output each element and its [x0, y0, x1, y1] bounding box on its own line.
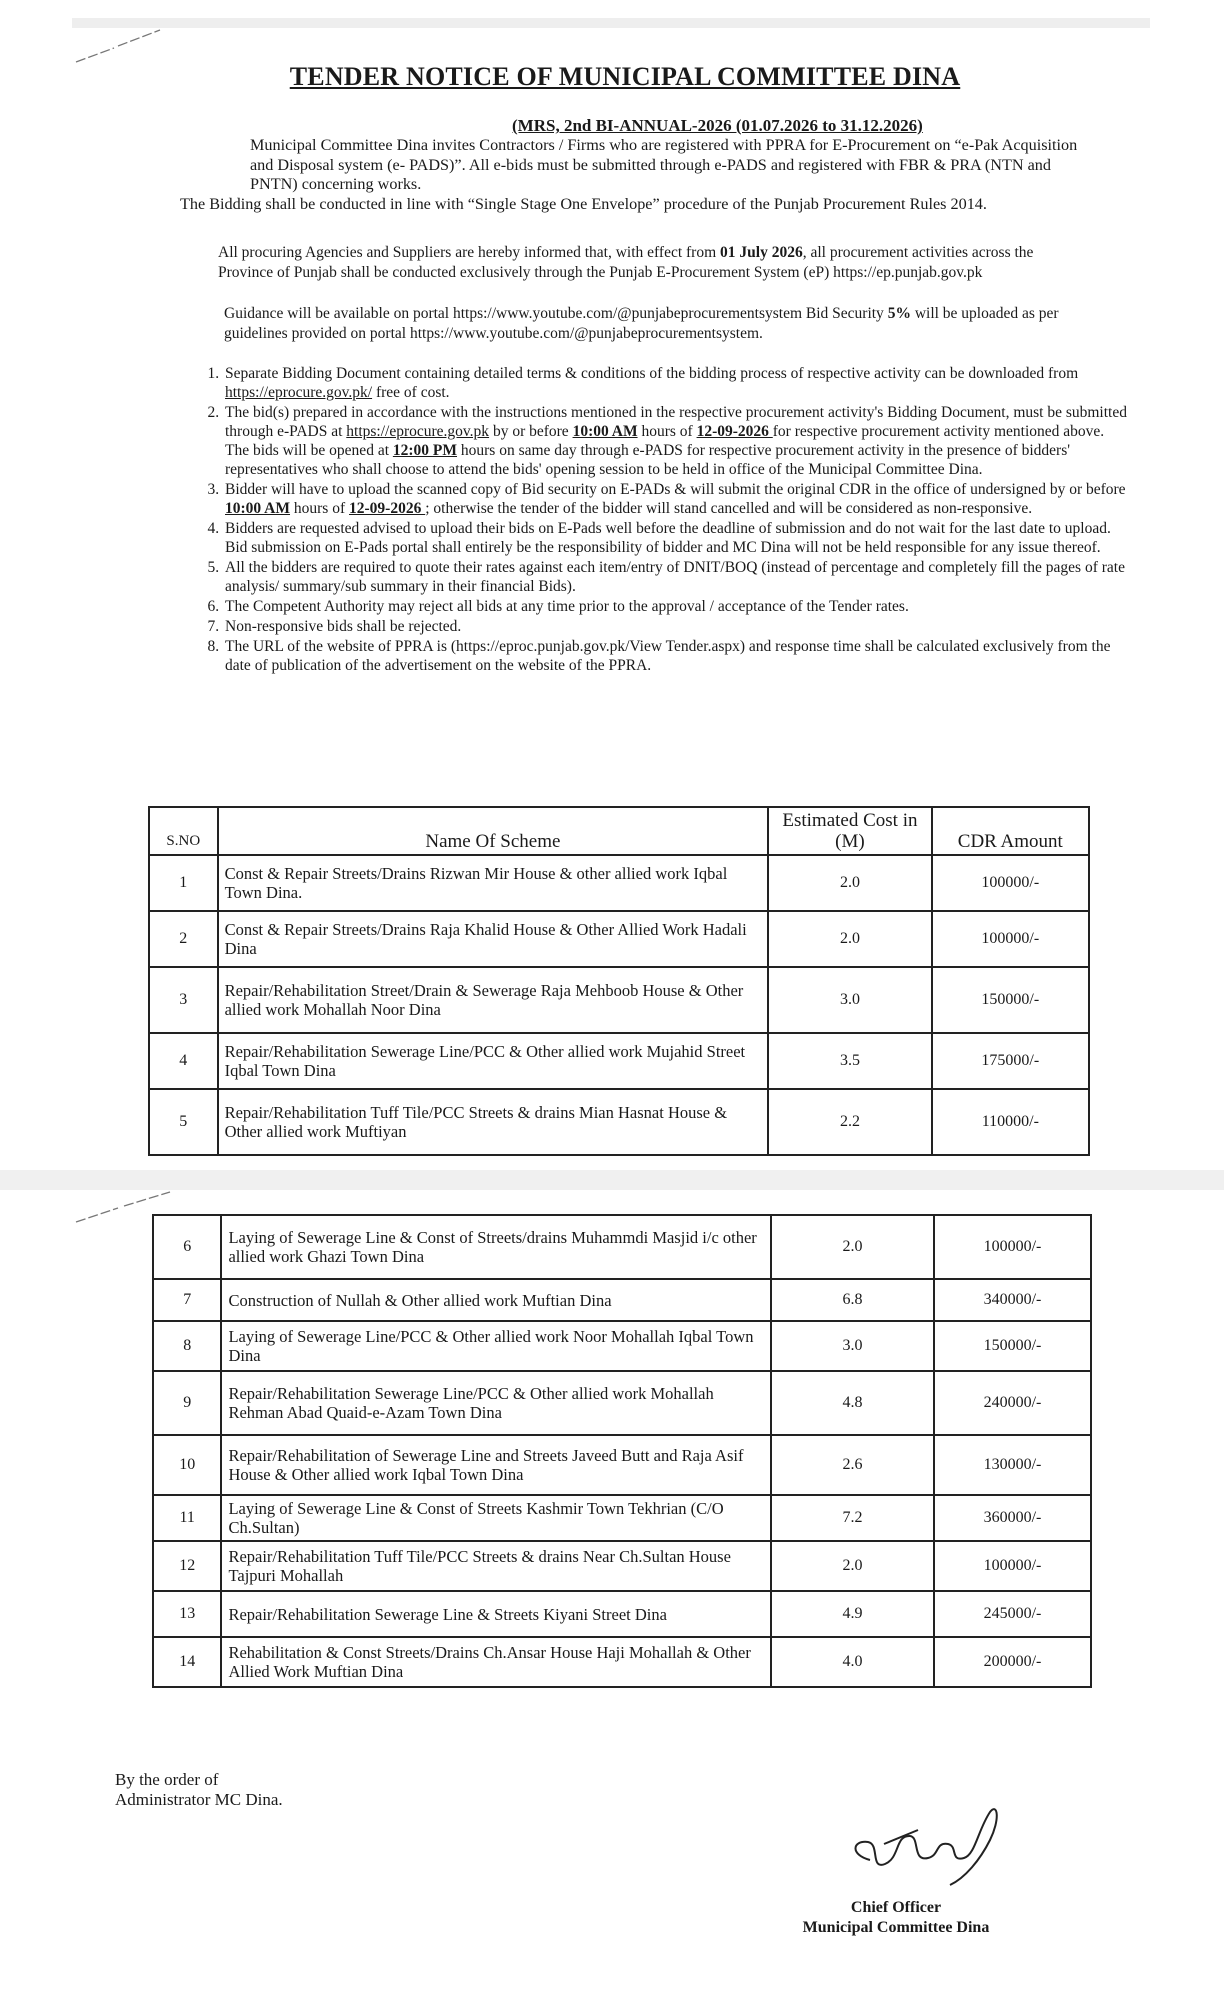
- row-sno: 5: [149, 1089, 218, 1155]
- row-scheme-name: Laying of Sewerage Line & Const of Streets Kashmir Town Tekhrian (C/O Ch.Sultan): [221, 1495, 771, 1541]
- table-row: [149, 911, 1089, 967]
- row-scheme-name: Laying of Sewerage Line/PCC & Other allied work Noor Mohallah Iqbal Town Dina: [221, 1321, 771, 1371]
- row-sno: 10: [153, 1435, 221, 1495]
- row-cost: 2.0: [768, 911, 931, 967]
- row-cdr: 100000/-: [932, 911, 1089, 967]
- row-cdr: 340000/-: [934, 1279, 1091, 1321]
- row-sno: 7: [153, 1279, 221, 1321]
- condition-item-7: 7. Non-responsive bids shall be rejected.: [223, 617, 1128, 636]
- condition-item-4: 4. Bidders are requested advised to upload their bids on E-Pads well before the deadline of submission and do not wait for the last date to upload. Bid submission on E-Pads portal shall entirely be the responsibility of bidder and MC Dina will not be held responsible for any issue thereof.: [223, 519, 1128, 557]
- table-row: [149, 855, 1089, 911]
- condition-item-2: 2. The bid(s) prepared in accordance with the instructions mentioned in the respective procurement activity's Bidding Document, must be submitted through e-PADS at https://eprocure.gov.pk by or before 10:00 AM hours of 12-09-2026 for respective procurement activity mentioned above. The bids will be opened at 12:00 PM hours on same day through e-PADS for respective procurement activity in the presence of bidders' representatives who shall choose to attend the bids' opening session to be held in office of the Municipal Committee Dina.: [223, 403, 1128, 479]
- table-header-row: [149, 807, 1089, 855]
- row-cdr: 100000/-: [932, 855, 1089, 911]
- row-sno: 14: [153, 1637, 221, 1687]
- row-cost: 2.6: [771, 1435, 934, 1495]
- notice-date: 01 July 2026: [720, 244, 803, 261]
- row-cdr: 360000/-: [934, 1495, 1091, 1541]
- table-row: [149, 967, 1089, 1033]
- intro-line-2: The Bidding shall be conducted in line with “Single Stage One Envelope” procedure of the Punjab Procurement Rules 2014.: [180, 194, 987, 213]
- header-cdr: CDR Amount: [932, 807, 1089, 855]
- eprocure-link-2[interactable]: https://eprocure.gov.pk: [346, 423, 490, 440]
- row-scheme-name: Repair/Rehabilitation Street/Drain & Sewerage Raja Mehboob House & Other allied work Mohallah Noor Dina: [218, 967, 769, 1033]
- table-row: [153, 1637, 1091, 1687]
- row-cost: 2.2: [768, 1089, 931, 1155]
- row-cost: 4.0: [771, 1637, 934, 1687]
- conditions-list: [180, 364, 1128, 676]
- header-cost: Estimated Cost in (M): [768, 807, 931, 855]
- condition-item-8: 8. The URL of the website of PPRA is (https://eproc.punjab.gov.pk/View Tender.aspx) and response time shall be calculated exclusively from the date of publication of the advertisement on the website of the PPRA.: [223, 637, 1128, 675]
- page-break: [0, 1170, 1224, 1190]
- table-row: [153, 1495, 1091, 1541]
- row-cost: 3.5: [768, 1033, 931, 1089]
- table-row: [149, 1089, 1089, 1155]
- row-sno: 12: [153, 1541, 221, 1591]
- table-row: [153, 1591, 1091, 1637]
- notice-text-a: All procuring Agencies and Suppliers are hereby informed that, with effect from: [218, 244, 721, 261]
- row-sno: 4: [149, 1033, 218, 1089]
- row-scheme-name: Repair/Rehabilitation Sewerage Line/PCC & Other allied work Mohallah Rehman Abad Quaid-e-Azam Town Dina: [221, 1371, 771, 1435]
- eprocure-link[interactable]: https://eprocure.gov.pk/: [225, 384, 373, 401]
- row-sno: 6: [153, 1215, 221, 1279]
- row-cdr: 150000/-: [934, 1321, 1091, 1371]
- table-row: [153, 1435, 1091, 1495]
- order-block: [115, 1770, 283, 1810]
- row-sno: 1: [149, 855, 218, 911]
- row-scheme-name: Repair/Rehabilitation Sewerage Line & Streets Kiyani Street Dina: [221, 1591, 771, 1637]
- row-cdr: 240000/-: [934, 1371, 1091, 1435]
- row-cost: 2.0: [771, 1541, 934, 1591]
- order-line-2: Administrator MC Dina.: [115, 1790, 283, 1809]
- row-sno: 9: [153, 1371, 221, 1435]
- condition-item-6: 6. The Competent Authority may reject all bids at any time prior to the approval / acceptance of the Tender rates.: [223, 597, 1128, 616]
- row-cost: 2.0: [768, 855, 931, 911]
- table-row: [153, 1215, 1091, 1279]
- row-cost: 4.8: [771, 1371, 934, 1435]
- guidance-paragraph: [180, 304, 1080, 343]
- condition-item-1: 1. Separate Bidding Document containing detailed terms & conditions of the bidding process of respective activity can be downloaded from https://eprocure.gov.pk/ free of cost.: [223, 364, 1128, 402]
- row-sno: 13: [153, 1591, 221, 1637]
- table-row: [153, 1371, 1091, 1435]
- row-scheme-name: Repair/Rehabilitation Tuff Tile/PCC Streets & drains Near Ch.Sultan House Tajpuri Mohallah: [221, 1541, 771, 1591]
- row-cdr: 130000/-: [934, 1435, 1091, 1495]
- row-cost: 6.8: [771, 1279, 934, 1321]
- row-scheme-name: Laying of Sewerage Line & Const of Streets/drains Muhammdi Masjid i/c other allied work Ghazi Town Dina: [221, 1215, 771, 1279]
- row-cdr: 200000/-: [934, 1637, 1091, 1687]
- order-line-1: By the order of: [115, 1770, 219, 1789]
- row-sno: 3: [149, 967, 218, 1033]
- row-scheme-name: Construction of Nullah & Other allied work Muftian Dina: [221, 1279, 771, 1321]
- guidance-text-b: will be uploaded as per guidelines provided on portal https://www.youtube.com/@punjabeprocurementsystem.: [224, 305, 1059, 342]
- guidance-text-a: Guidance will be available on portal https://www.youtube.com/@punjabeprocurementsystem Bid Security: [224, 305, 888, 322]
- row-cdr: 110000/-: [932, 1089, 1089, 1155]
- row-sno: 11: [153, 1495, 221, 1541]
- row-cost: 3.0: [768, 967, 931, 1033]
- row-scheme-name: Rehabilitation & Const Streets/Drains Ch.Ansar House Haji Mohallah & Other Allied Work Muftian Dina: [221, 1637, 771, 1687]
- row-cdr: 100000/-: [934, 1541, 1091, 1591]
- condition-item-5: 5. All the bidders are required to quote their rates against each item/entry of DNIT/BOQ (instead of percentage and completely fill the pages of rate analysis/ summary/sub summary in their financial Bids).: [223, 558, 1128, 596]
- condition-item-3: 3. Bidder will have to upload the scanned copy of Bid security on E-PADs & will submit the original CDR in the office of undersigned by or before 10:00 AM hours of 12-09-2026 ; otherwise the tender of the bidder will stand cancelled and will be considered as non-responsive.: [223, 480, 1128, 518]
- row-scheme-name: Repair/Rehabilitation Sewerage Line/PCC & Other allied work Mujahid Street Iqbal Town Dina: [218, 1033, 769, 1089]
- notice-subtitle: (MRS, 2nd BI-ANNUAL-2026 (01.07.2026 to 31.12.2026): [512, 116, 923, 135]
- table-row: [153, 1321, 1091, 1371]
- signature-image: [840, 1800, 1010, 1895]
- schemes-table-part2: [152, 1214, 1092, 1688]
- header-name: Name Of Scheme: [218, 807, 769, 855]
- row-cdr: 100000/-: [934, 1215, 1091, 1279]
- pen-mark: [74, 26, 164, 66]
- row-cost: 3.0: [771, 1321, 934, 1371]
- row-cdr: 150000/-: [932, 967, 1089, 1033]
- table-row: [149, 1033, 1089, 1089]
- row-scheme-name: Repair/Rehabilitation Tuff Tile/PCC Streets & drains Mian Hasnat House & Other allied work Muftiyan: [218, 1089, 769, 1155]
- intro-line-1: Municipal Committee Dina invites Contractors / Firms who are registered with PPRA for E-Procurement on “e-Pak Acquisition and Disposal system (e- PADS)”. All e-bids must be submitted through e-PADS and registered with FBR & PRA (NTN and PNTN) concerning works.: [250, 136, 1078, 193]
- schemes-table-part1: [148, 806, 1090, 1156]
- table-row: [153, 1541, 1091, 1591]
- row-scheme-name: Repair/Rehabilitation of Sewerage Line and Streets Javeed Butt and Raja Asif House & Other allied work Iqbal Town Dina: [221, 1435, 771, 1495]
- row-cdr: 245000/-: [934, 1591, 1091, 1637]
- intro-paragraph: [180, 136, 1080, 214]
- row-cdr: 175000/-: [932, 1033, 1089, 1089]
- signatory-org: Municipal Committee Dina: [802, 1919, 990, 1936]
- row-sno: 8: [153, 1321, 221, 1371]
- row-cost: 2.0: [771, 1215, 934, 1279]
- header-sno: S.NO: [149, 807, 218, 855]
- row-scheme-name: Const & Repair Streets/Drains Raja Khalid House & Other Allied Work Hadali Dina: [218, 911, 769, 967]
- guidance-bold: 5%: [887, 305, 911, 322]
- row-sno: 2: [149, 911, 218, 967]
- signatory-block: [766, 1898, 1026, 1938]
- table-row: [153, 1279, 1091, 1321]
- row-cost: 7.2: [771, 1495, 934, 1541]
- eprocurement-notice: [180, 243, 1080, 282]
- notice-title: TENDER NOTICE OF MUNICIPAL COMMITTEE DINA: [289, 62, 961, 91]
- row-cost: 4.9: [771, 1591, 934, 1637]
- row-scheme-name: Const & Repair Streets/Drains Rizwan Mir House & other allied work Iqbal Town Dina.: [218, 855, 769, 911]
- signatory-title: Chief Officer: [850, 1899, 942, 1916]
- notice-text-b: , all procurement activities across the Province of Punjab shall be conducted exclusively through the Punjab E-Procurement System (eP) https://ep.punjab.gov.pk: [218, 244, 1034, 281]
